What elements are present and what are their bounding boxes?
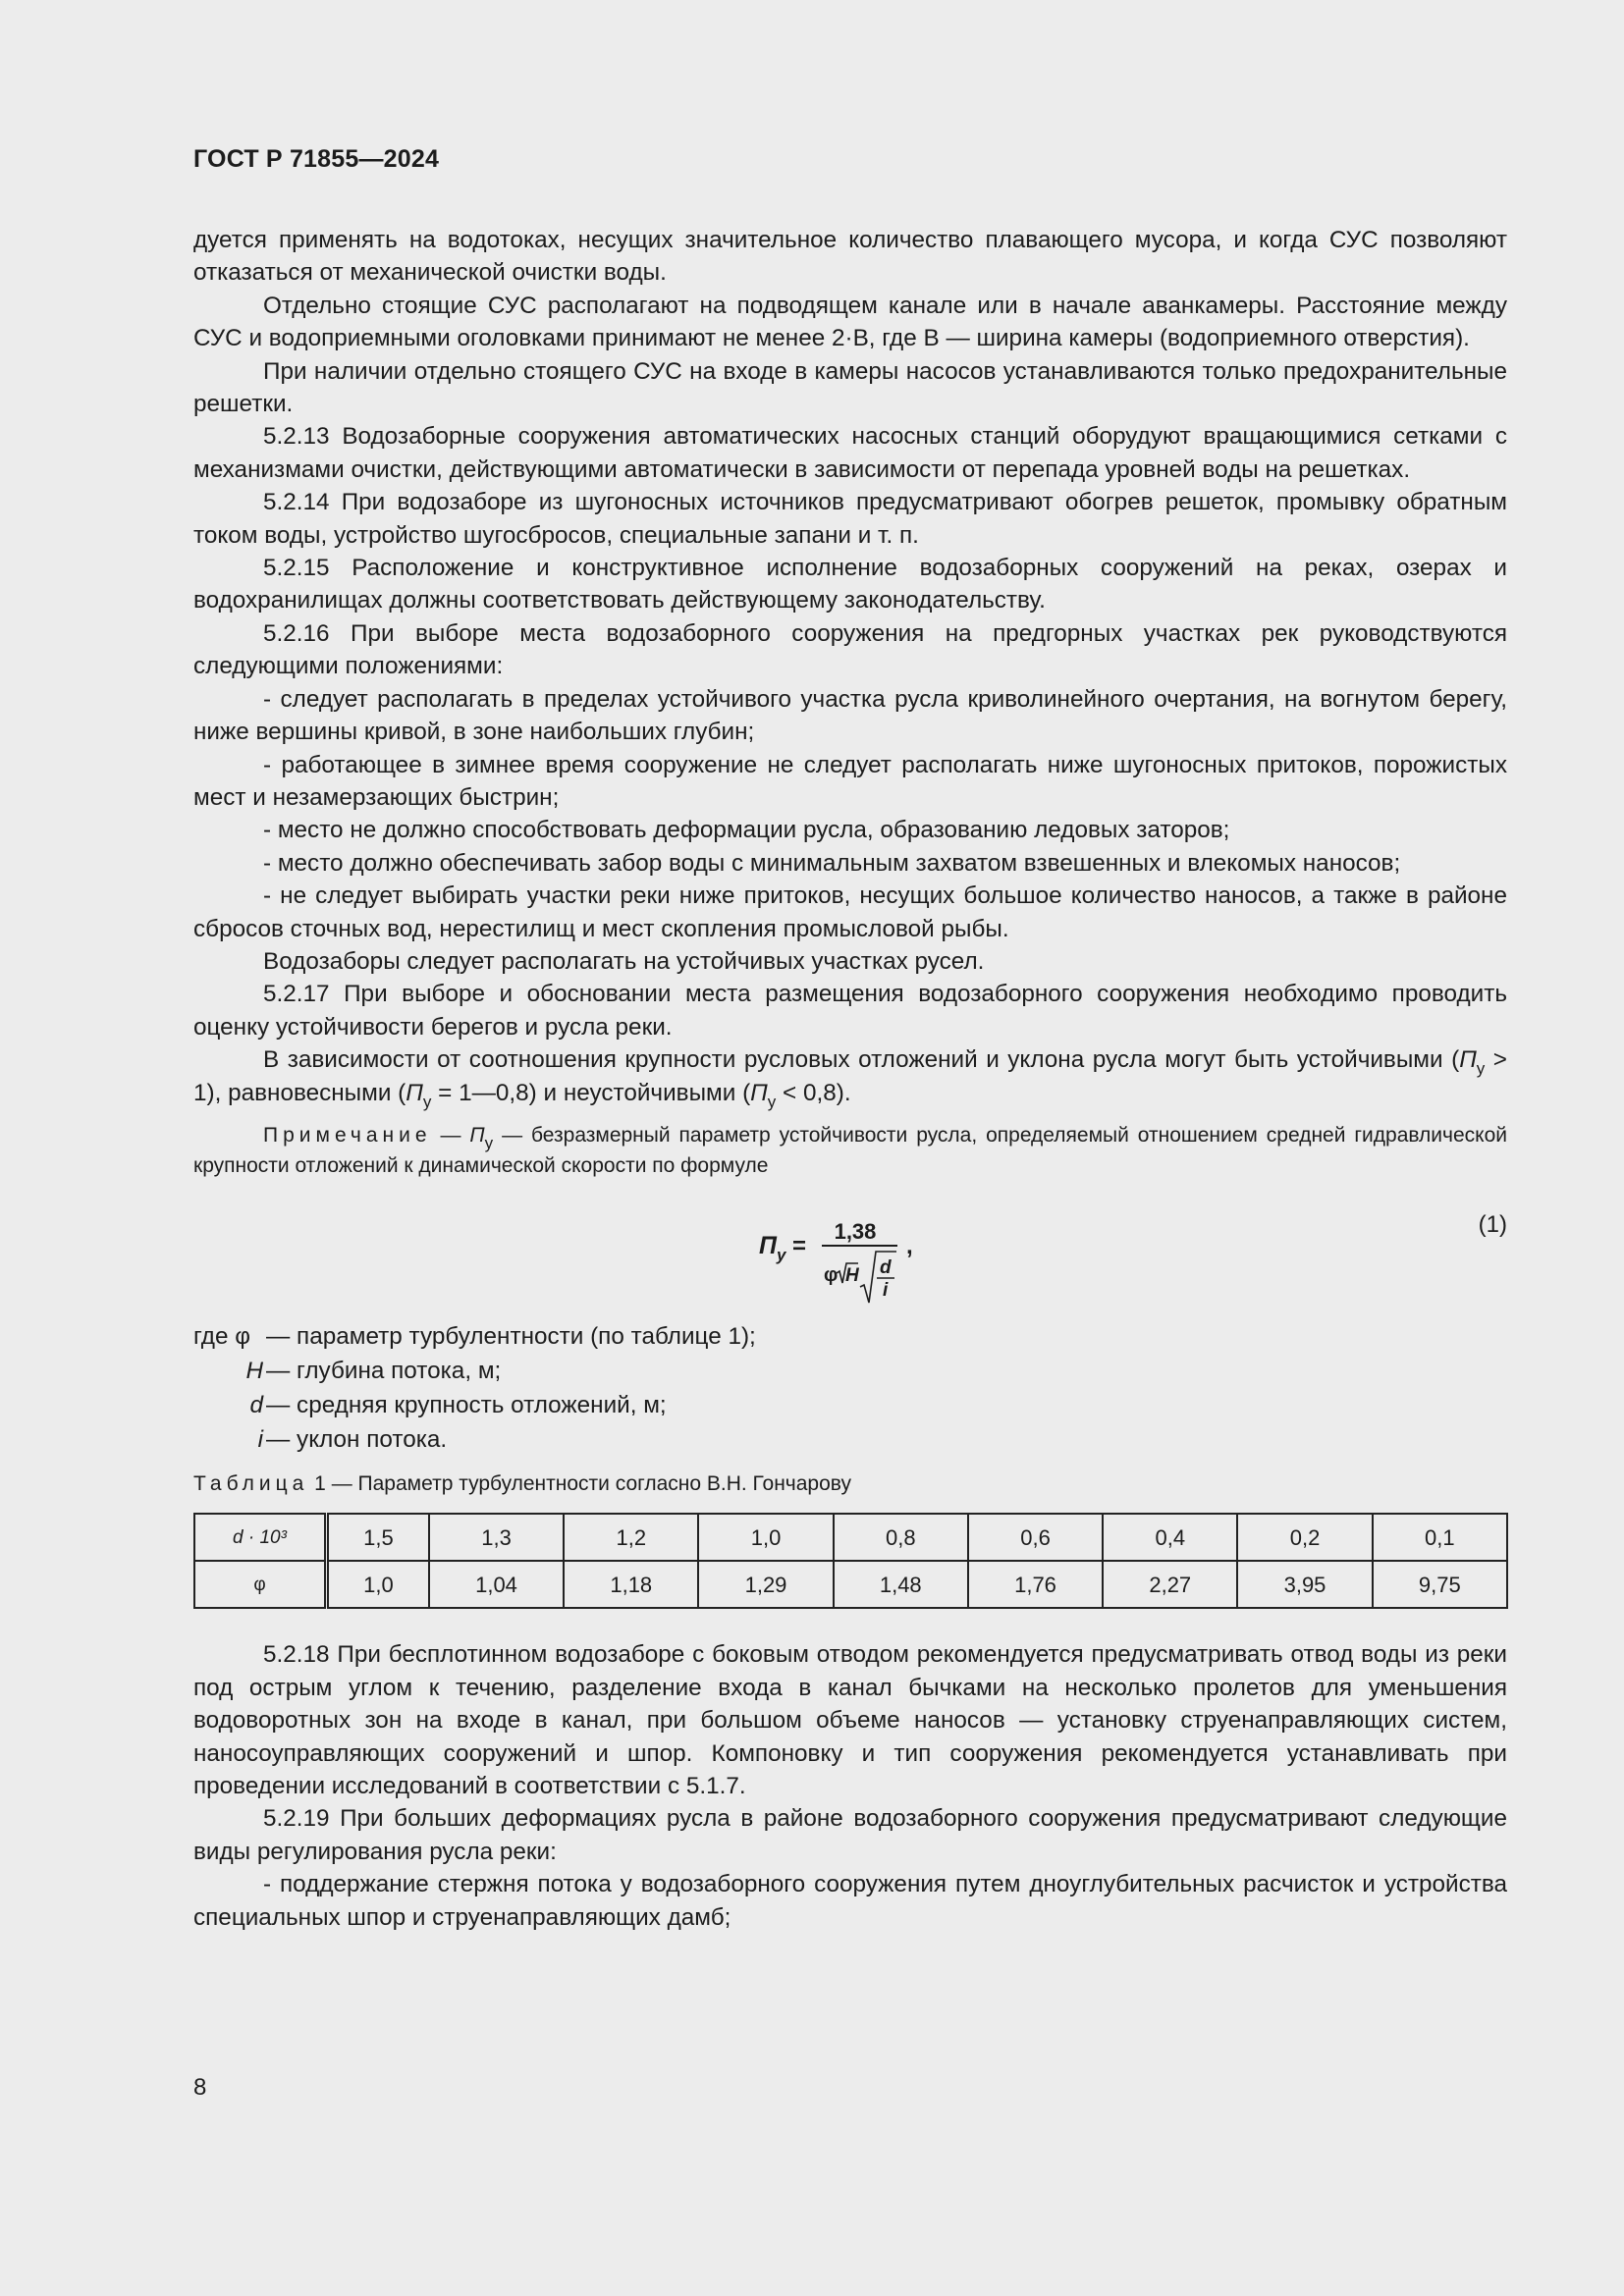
turbulence-table [193,1513,1508,1609]
definition-symbol: i [257,1425,263,1453]
paragraph: 5.2.18 При бесплотинном водозаборе с боковым отводом рекомендуется предусматривать отвод воды из реки под острым углом к течению, разделение входа в канал бычками на несколько пролетов для уменьшения водоворотных зон на входе в канал, при большом объеме наносов — установку струенаправляющих систем, наносоуправляющих сооружений и шпор. Компоновку и тип сооружения рекомендуется устанавливать при проведении исследований в соответствии с 5.1.7. [193,1641,1507,1799]
note-label: Примечание [263,1123,432,1147]
page-number: 8 [193,2074,207,2101]
definition-text: — уклон потока. [266,1425,448,1453]
table-cell: 2,27 [1103,1561,1237,1608]
table-cell: 3,95 [1237,1561,1372,1608]
table-cell: 1,0 [327,1561,429,1608]
definition-row [193,1423,1507,1458]
table-cell: 1,29 [698,1561,833,1608]
table-cell: 0,8 [834,1514,968,1561]
equation-number: (1) [1478,1210,1507,1238]
definition-row [193,1389,1507,1423]
table-cell: 1,04 [429,1561,564,1608]
table-cell: 0,4 [1103,1514,1237,1561]
paragraph: 5.2.15 Расположение и конструктивное исполнение водозаборных сооружений на реках, озерах и водохранилищах должны соответствовать действующему законодательству. [193,555,1507,614]
formula-phi: φ [824,1263,839,1286]
list-item: - поддержание стержня потока у водозаборного сооружения путем дноуглубительных расчисток и устройства специальных шпор и струенаправляющих дамб; [193,1871,1507,1931]
list-item: - не следует выбирать участки реки ниже притоков, несущих большое количество наносов, а также в районе сбросов сточных вод, нерестилищ и мест скопления промысловой рыбы. [193,882,1507,942]
table-cell: 1,0 [698,1514,833,1561]
table-row-header: φ [194,1561,327,1608]
bottom-section [193,1638,1507,1934]
paragraph: Водозаборы следует располагать на устойчивых участках русел. [263,947,985,975]
paragraph: При наличии отдельно стоящего СУС на входе в камеры насосов устанавливаются только предохранительные решетки. [193,357,1507,418]
definition-symbol: H [245,1357,263,1384]
list-item: - работающее в зимнее время сооружение не следует располагать ниже шугоносных притоков, порожистых мест и незамерзающих быстрин; [193,751,1507,811]
table-cell: 1,76 [968,1561,1103,1608]
paragraph: 5.2.19 При больших деформациях русла в районе водозаборного сооружения предусматривают следующие виды регулирования русла реки: [193,1805,1507,1865]
formula-equals: = [792,1232,807,1259]
paragraph: 5.2.17 При выборе и обосновании места размещения водозаборного сооружения необходимо проводить оценку устойчивости берегов и русла реки. [193,981,1507,1041]
document-body [193,224,1507,1934]
formula-definitions [193,1320,1507,1458]
table-cell: 1,2 [564,1514,698,1561]
table-row [194,1514,1507,1561]
formula-lhs-sub: у [777,1245,786,1264]
table-cell: 0,6 [968,1514,1103,1561]
table-cell: 0,1 [1373,1514,1507,1561]
formula-block [193,1185,1507,1314]
definition-text: — глубина потока, м; [266,1357,502,1384]
definition-symbol: где φ [193,1322,250,1350]
list-item: - место должно обеспечивать забор воды с минимальным захватом взвешенных и влекомых наносов; [263,849,1401,877]
formula-numerator: 1,38 [834,1218,877,1244]
paragraph: Отдельно стоящие СУС располагают на подводящем канале или в начале аванкамеры. Расстояние между СУС и водоприемными оголовками принимают не менее 2·В, где В — ширина камеры (водоприемного отверстия). [193,292,1507,352]
paragraph: 5.2.13 Водозаборные сооружения автоматических насосных станций оборудуют вращающимися сетками с механизмами очистки, действующими автоматически в зависимости от перепада уровней воды на решетках. [193,423,1507,483]
formula-h: H [845,1264,859,1286]
list-item: - следует располагать в пределах устойчивого участка русла криволинейного очертания, на вогнутом берегу, ниже вершины кривой, в зоне наибольших глубин; [193,685,1507,746]
table-caption: Таблица 1 — Параметр турбулентности согласно В.Н. Гончарову [193,1471,851,1495]
note: Примечание — $П_у$ — безразмерный параметр устойчивости русла, определяемый отношением средней гидравлической крупности отложений к динамической скорости по формуле [193,1123,1507,1177]
document-header: ГОСТ Р 71855—2024 [193,145,440,173]
formula-comma: , [906,1232,913,1259]
definition-symbol: d [249,1391,263,1418]
list-item: - место не должно способствовать деформации русла, образованию ледовых заторов; [263,817,1230,844]
table-row-header: d · 10³ [194,1514,327,1561]
stability-symbol: П [1459,1046,1477,1074]
formula-d: d [880,1256,892,1278]
formula-lhs: П [759,1231,777,1259]
paragraph: 5.2.14 При водозаборе из шугоносных источников предусматривают обогрев решеток, промывку обратным током воды, устройство шугосбросов, специальные запани и т. п. [193,489,1507,549]
formula-i: i [883,1279,889,1301]
table-cell: 0,2 [1237,1514,1372,1561]
table-cell: 1,48 [834,1561,968,1608]
table-cell: 1,3 [429,1514,564,1561]
table-row [194,1561,1507,1608]
table-cell: 1,5 [327,1514,429,1561]
definition-text: — средняя крупность отложений, м; [266,1391,667,1418]
definition-row [193,1320,1507,1355]
table-cell: 1,18 [564,1561,698,1608]
definition-row [193,1355,1507,1389]
paragraph: дуется применять на водотоках, несущих значительное количество плавающего мусора, и когда СУС позволяют отказаться от механической очистки воды. [193,227,1507,287]
table-cell: 9,75 [1373,1561,1507,1608]
stability-paragraph: В зависимости от соотношения крупности русловых отложений и уклона русла могут быть устойчивыми $(П_у > 1)$, равновесными ($П_у$ = 1—0,8) и неустойчивыми $(П_у < 0,8)$. [193,1046,1507,1111]
stability-formula [757,1195,1150,1312]
paragraph: 5.2.16 При выборе места водозаборного сооружения на предгорных участках рек руководствуются следующими положениями: [193,619,1507,680]
definition-text: — параметр турбулентности (по таблице 1); [266,1322,756,1350]
